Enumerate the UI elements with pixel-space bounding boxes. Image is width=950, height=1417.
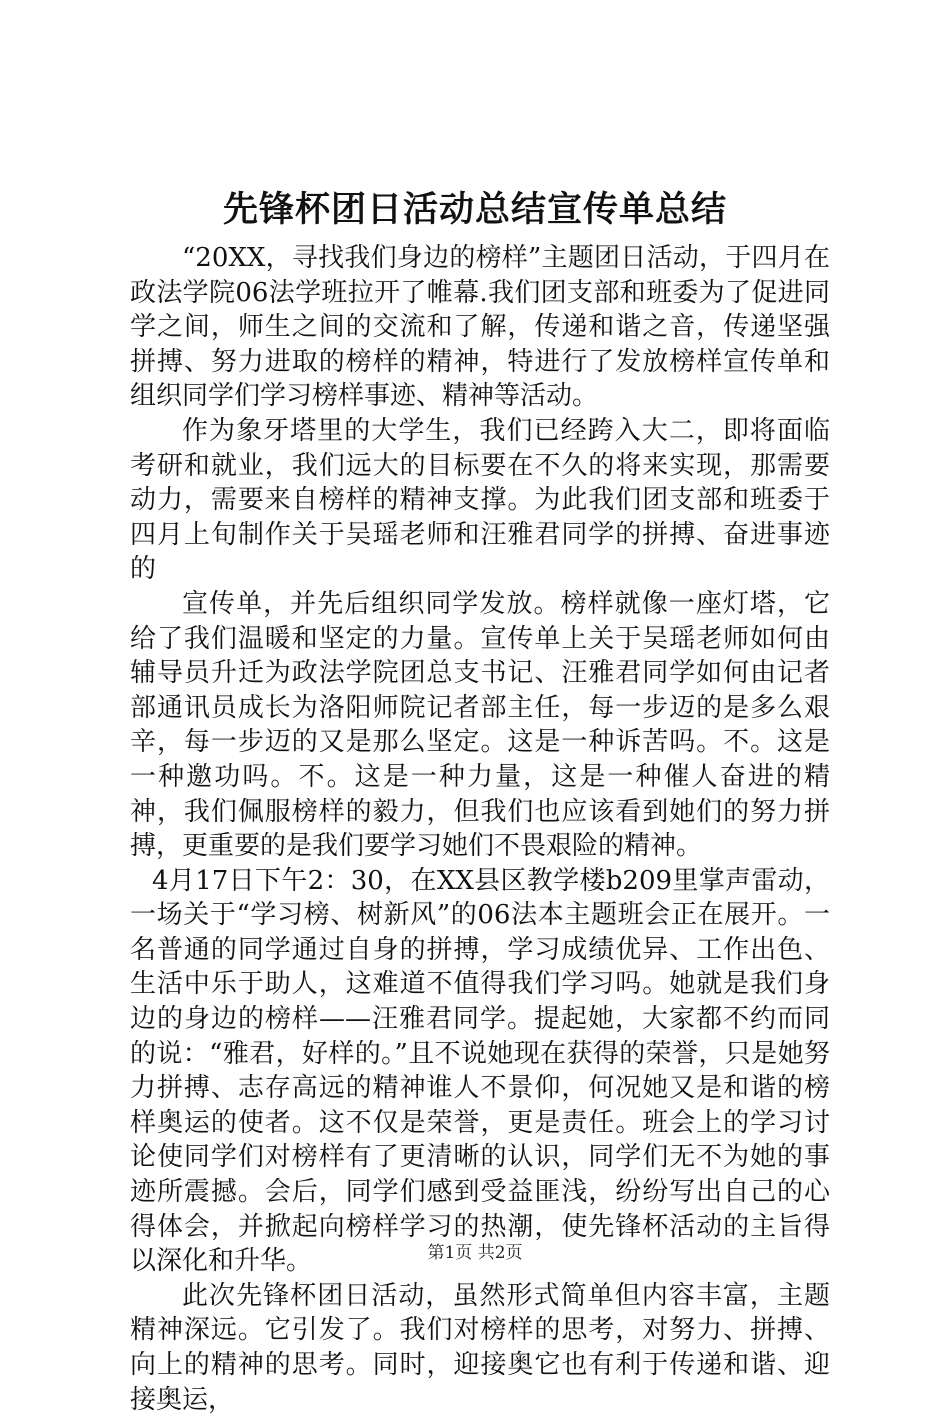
paragraph-4: 4月17日下午2：30，在XX县区教学楼b209里掌声雷动，一场关于“学习榜、树新风”的06法本主题班会正在展开。一名普通的同学通过自身的拼搏，学习成绩优异、工作出色、生活中乐于助人，这难道不值得我们学习吗。她就是我们身边的身边的榜样——汪雅君同学。提起她，大家都不约而同的说：“雅君，好样的。”且不说她现在获得的荣誉，只是她努力拼搏、志存高远的精神谁人不景仰，何况她又是和谐的榜样奥运的使者。这不仅是荣誉，更是责任。班会上的学习讨论使同学们对榜样有了更清晰的认识，同学们无不为她的事迹所震撼。会后，同学们感到受益匪浅，纷纷写出自己的心得体会，并掀起向榜样学习的热潮，使先锋杯活动的主旨得以深化和升华。 <box>130 865 830 1277</box>
document-title: 先锋杯团日活动总结宣传单总结 <box>222 189 727 230</box>
page-number-footer: 第1页 共2页 <box>427 1243 523 1263</box>
paragraph-3: 宣传单，并先后组织同学发放。榜样就像一座灯塔，它给了我们温暖和坚定的力量。宣传单上关于吴瑶老师如何由辅导员升迁为政法学院团总支书记、汪雅君同学如何由记者部通讯员成长为洛阳师院记者部主任，每一步迈的是多么艰辛，每一步迈的又是那么坚定。这是一种诉苦吗。不。这是一种邀功吗。不。这是一种力量，这是一种催人奋进的精神，我们佩服榜样的毅力，但我们也应该看到她们的努力拼搏，更重要的是我们要学习她们不畏艰险的精神。 <box>130 588 830 862</box>
paragraph-2: 作为象牙塔里的大学生，我们已经跨入大二，即将面临考研和就业，我们远大的目标要在不久的将来实现，那需要动力，需要来自榜样的精神支撑。为此我们团支部和班委于四月上旬制作关于吴瑶老师和汪雅君同学的拼搏、奋进事迹的 <box>130 415 830 585</box>
paragraph-1: “20XX，寻找我们身边的榜样”主题团日活动，于四月在政法学院06法学班拉开了帷幕.我们团支部和班委为了促进同学之间，师生之间的交流和了解，传递和谐之音，传递坚强拼搏、努力进取的榜样的精神，特进行了发放榜样宣传单和组织同学们学习榜样事迹、精神等活动。 <box>130 243 830 412</box>
paragraph-5: 此次先锋杯团日活动，虽然形式简单但内容丰富，主题精神深远。它引发了。我们对榜样的思考，对努力、拼搏、向上的精神的思考。同时，迎接奥它也有利于传递和谐、迎接奥运， <box>130 1280 830 1415</box>
